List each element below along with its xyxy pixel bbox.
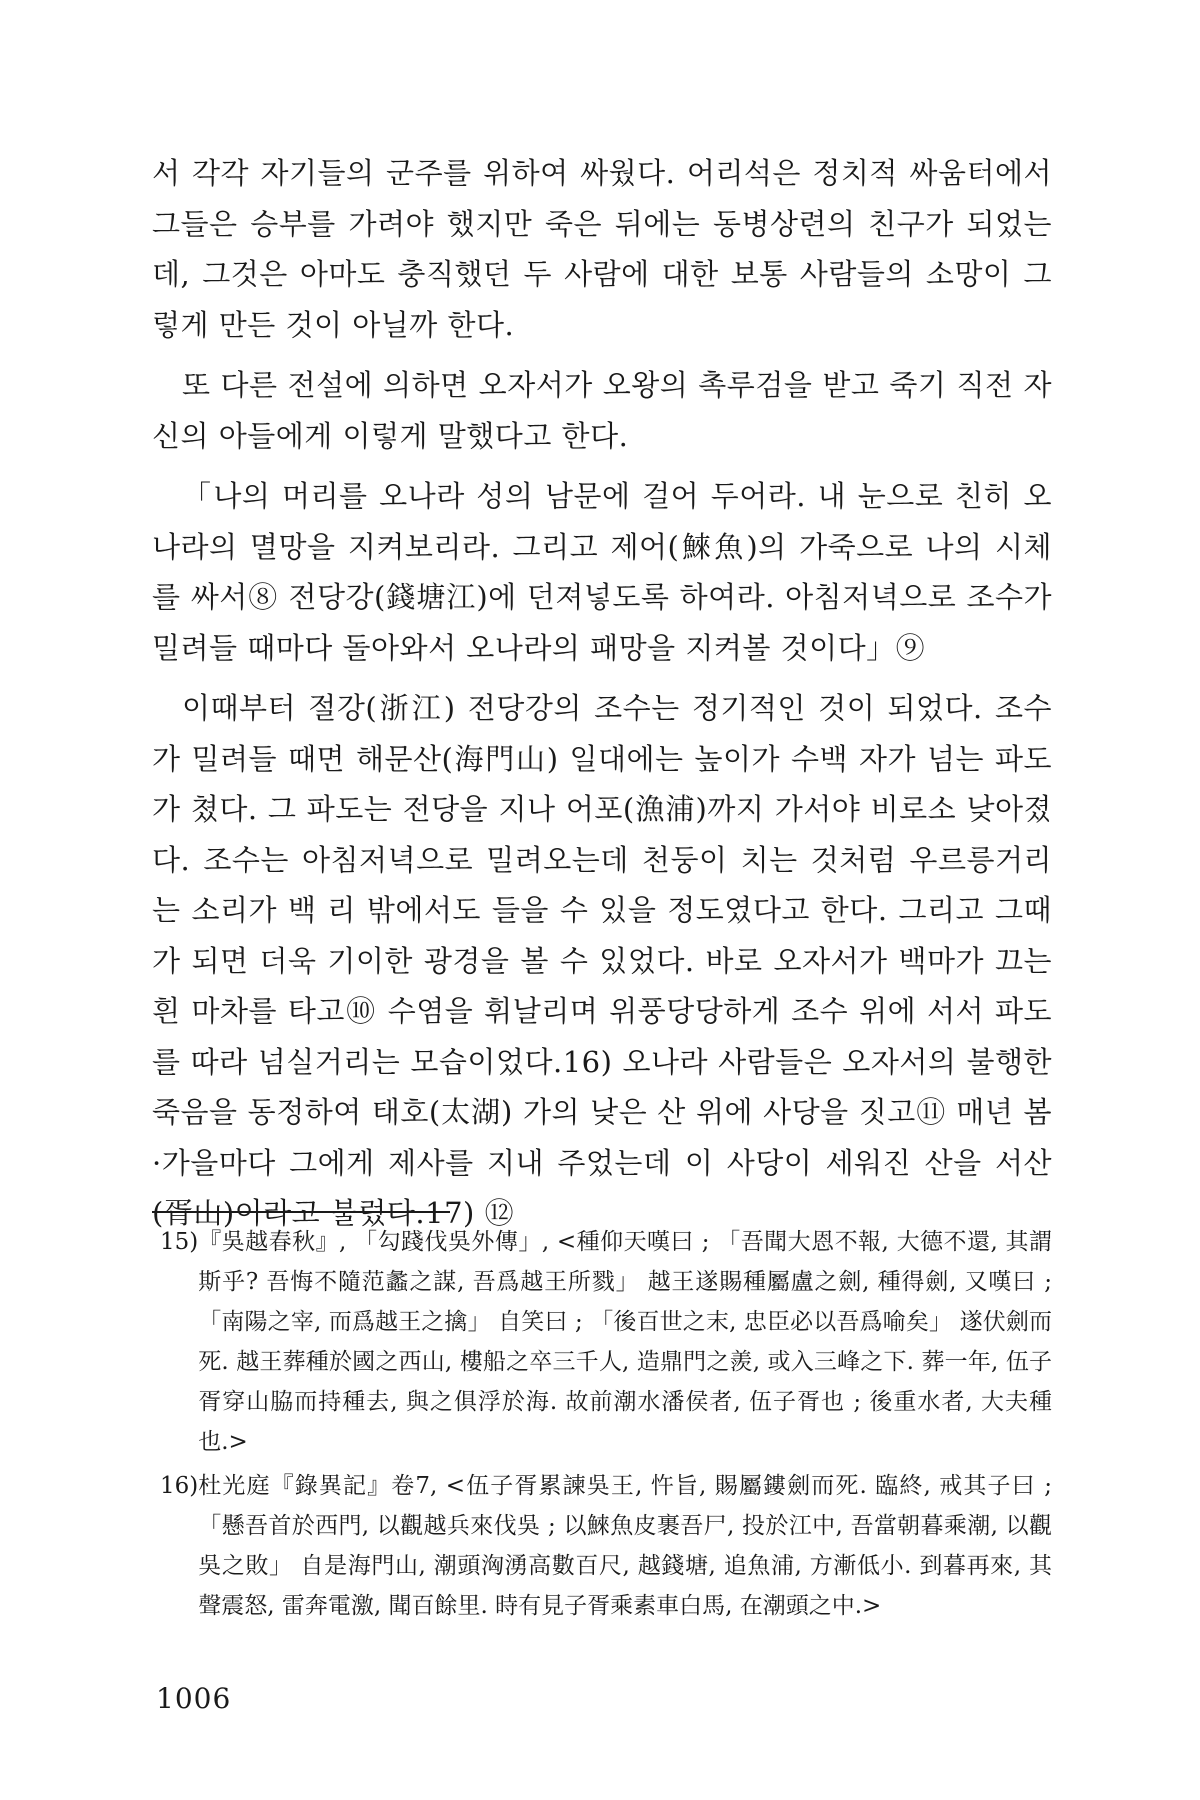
footnote-text: 杜光庭『錄異記』卷7, <伍子胥累諫吳王, 忤旨, 賜屬鏤劍而死. 臨終, 戒其子曰 ; 「懸吾首於西門, 以觀越兵來伐吳 ; 以鯠魚皮裹吾尸, 投於江中, 吾當朝暮乘潮, 以觀吳之敗」 自是海門山, 潮頭洶湧高數百尺, 越錢塘, 追魚浦, 方漸低小. 到暮再來, 其聲震怒, 雷奔電激, 聞百餘里. 時有見子胥乘素車白馬, 在潮頭之中.>: [198, 1473, 1052, 1619]
footnote-15: [160, 1222, 1052, 1462]
body-text: [152, 148, 1052, 1249]
paragraph-3-quote: 「나의 머리를 오나라 성의 남문에 걸어 두어라. 내 눈으로 친히 오나라의 멸망을 지켜보리라. 그리고 제어(鯠魚)의 가죽으로 나의 시체를 싸서⑧ 전당강(錢塘江)에 던져넣도록 하여라. 아침저녁으로 조수가 밀려들 때마다 돌아와서 오나라의 패망을 지켜볼 것이다」⑨: [152, 479, 1052, 665]
footnote-divider: [152, 1211, 450, 1213]
footnote-text: 『吳越春秋』, 「勾踐伐吳外傳」, <種仰天嘆曰 ; 「吾聞大恩不報, 大德不還, 其謂斯乎? 吾悔不隨范蠡之謀, 吾爲越王所戮」 越王遂賜種屬盧之劍, 種得劍, 又嘆曰 ; 「南陽之宰, 而爲越王之擒」 自笑曰 ; 「後百世之末, 忠臣必以吾爲喻矣」 遂伏劍而死. 越王葬種於國之西山, 樓船之卒三千人, 造鼎門之羨, 或入三峰之下. 葬一年, 伍子胥穿山脇而持種去, 與之俱浮於海. 故前潮水潘侯者, 伍子胥也 ; 後重水者, 大夫種也.>: [198, 1229, 1052, 1455]
paragraph-2: 또 다른 전설에 의하면 오자서가 오왕의 촉루검을 받고 죽기 직전 자신의 아들에게 이렇게 말했다고 한다.: [152, 368, 1052, 453]
footnote-number: 16): [160, 1473, 199, 1499]
paragraph-4: 이때부터 절강(浙江) 전당강의 조수는 정기적인 것이 되었다. 조수가 밀려들 때면 해문산(海門山) 일대에는 높이가 수백 자가 넘는 파도가 쳤다. 그 파도는 전당을 지나 어포(漁浦)까지 가서야 비로소 낮아졌다. 조수는 아침저녁으로 밀려오는데 천둥이 치는 것처럼 우르릉거리는 소리가 백 리 밖에서도 들을 수 있을 정도였다고 한다. 그리고 그때가 되면 더욱 기이한 광경을 볼 수 있었다. 바로 오자서가 백마가 끄는 흰 마차를 타고⑩ 수염을 휘날리며 위풍당당하게 조수 위에 서서 파도를 따라 넘실거리는 모습이었다.16) 오나라 사람들은 오자서의 불행한 죽음을 동정하여 태호(太湖) 가의 낮은 산 위에 사당을 짓고⑪ 매년 봄·가을마다 그에게 제사를 지내 주었는데 이 사당이 세워진 산을 서산(胥山)이라고 불렀다.17) ⑫: [152, 691, 1052, 1230]
page-number: 1006: [156, 1682, 232, 1715]
paragraph-1: 서 각각 자기들의 군주를 위하여 싸웠다. 어리석은 정치적 싸움터에서 그들은 승부를 가려야 했지만 죽은 뒤에는 동병상련의 친구가 되었는데, 그것은 아마도 충직했던 두 사람에 대한 보통 사람들의 소망이 그렇게 만든 것이 아닐까 한다.: [152, 156, 1052, 342]
footnote-16: [160, 1466, 1052, 1626]
footnotes: [160, 1222, 1052, 1630]
footnote-number: 15): [160, 1229, 199, 1255]
